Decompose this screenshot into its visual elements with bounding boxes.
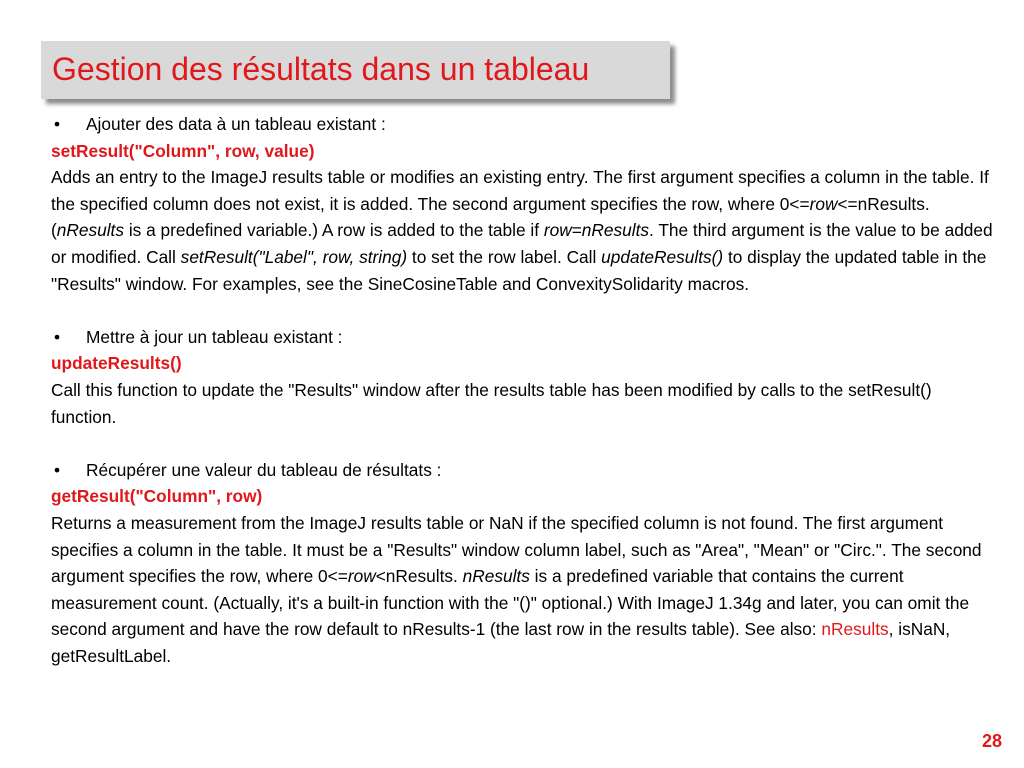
text-run: is a predefined variable.) A row is added to the table if [124, 220, 544, 241]
spacer [51, 430, 1001, 457]
title-box [41, 41, 670, 99]
setresult-description [51, 164, 1001, 297]
getresult-description [51, 510, 1001, 670]
function-signature-updateresults: updateResults() [51, 353, 182, 374]
text-run: to display the updated table in the "Results" window. For examples, see the SineCosineTable and ConvexitySolidarity macros. [51, 246, 987, 294]
italic-run: row [347, 566, 376, 587]
slide-number: 28 [981, 731, 1002, 751]
italic-run: row [543, 220, 572, 241]
bullet-text: Ajouter des data à un tableau existant : [86, 114, 386, 134]
text-run: = [571, 220, 582, 241]
text-run: is a predefined variable that contains the current measurement count. (Actually, it's a built-in function with the "()" optional.) With ImageJ 1.34g and later, you can omit the second argument and have the row default to nResults-1 (the last row in the results table). See also: [51, 566, 970, 640]
text-run: <nResults. [375, 566, 463, 587]
bullet-update-table [51, 324, 1001, 351]
spacer [51, 297, 1001, 324]
bullet-add-data [51, 111, 1001, 138]
nresults-link[interactable]: nResults [821, 619, 889, 640]
bullet-icon: • [54, 459, 61, 480]
italic-run: nResults [462, 566, 530, 587]
italic-run: nResults [581, 220, 650, 241]
text-run: Adds an entry to the ImageJ results table or modifies an existing entry. The first argument specifies a column in the table. If the specified column does not exist, it is added. The second argument specifies the row, where 0<= [51, 167, 989, 214]
italic-run: row [809, 193, 838, 214]
bullet-get-value [51, 457, 1001, 484]
bullet-text: Mettre à jour un tableau existant : [86, 326, 343, 347]
text-run: , isNaN, getResultLabel. [51, 619, 951, 666]
slide-content [51, 111, 1001, 669]
function-signature-setresult: setResult("Column", row, value) [51, 140, 315, 161]
text-run: <=nResults. ( [51, 193, 930, 241]
italic-run: updateResults() [601, 246, 724, 267]
text-run: . The third argument is the value to be added or modified. Call [51, 220, 993, 267]
bullet-text: Récupérer une valeur du tableau de résultats : [86, 459, 442, 480]
text-run: to set the row label. Call [407, 246, 602, 267]
italic-run: nResults [56, 220, 125, 241]
bullet-icon: • [54, 114, 61, 134]
text-run: Returns a measurement from the ImageJ results table or NaN if the specified column is not found. The first argument specifies a column in the table. It must be a "Results" window column label, such as "Area", "Mean" or "Circ.". The second argument specifies the row, where 0<= [51, 512, 982, 587]
bullet-icon: • [54, 326, 61, 347]
italic-run: setResult("Label", row, string) [180, 246, 408, 267]
slide-title: Gestion des résultats dans un tableau [52, 51, 590, 87]
updateresults-description: Call this function to update the "Results" window after the results table has been modified by calls to the setResult() function. [51, 379, 932, 427]
function-signature-getresult: getResult("Column", row) [51, 486, 263, 507]
